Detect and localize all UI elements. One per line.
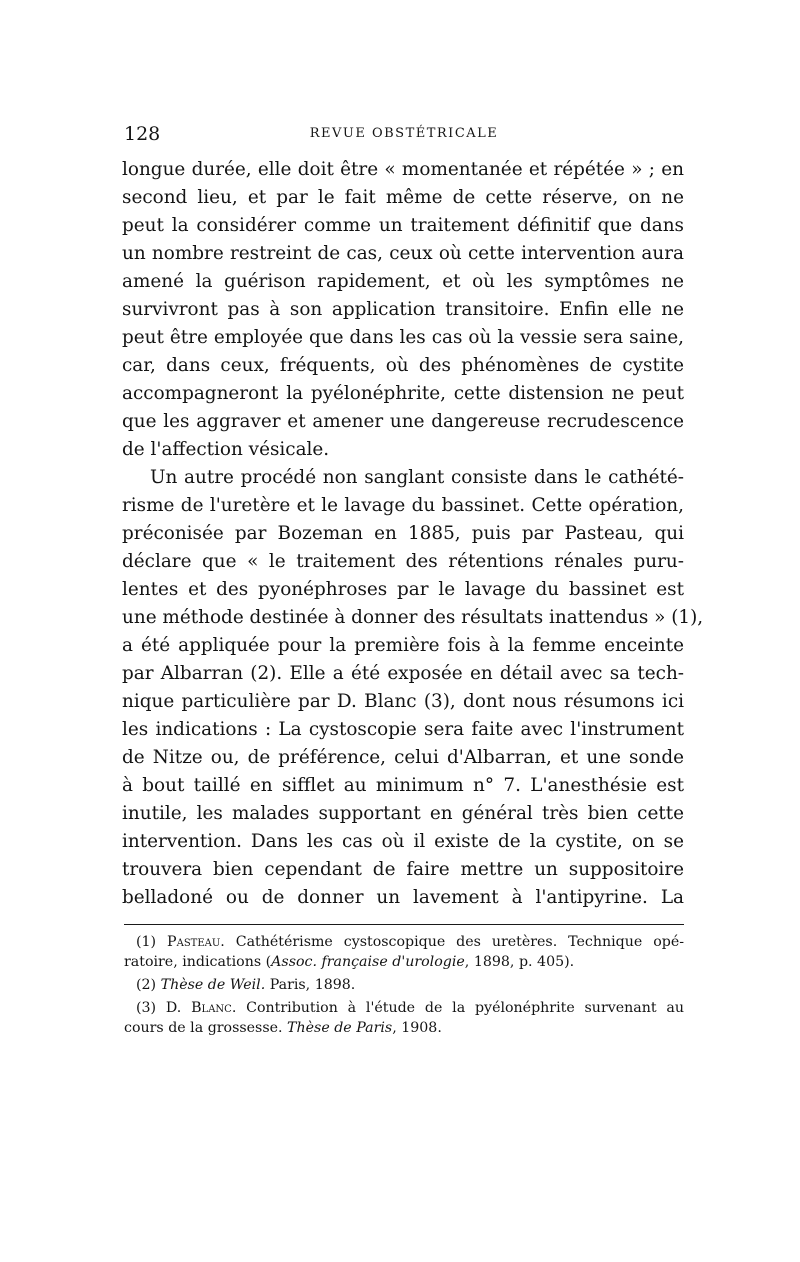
text-line: risme de l'uretère et le lavage du bassinet. Cette opération, (122, 495, 684, 516)
text-line: amené la guérison rapidement, et où les symptômes ne (122, 271, 684, 292)
text-line: déclare que « le traitement des rétentions rénales puru- (122, 551, 684, 572)
footnote-2: (2) Thèse de Weil. Paris, 1898. (136, 977, 356, 993)
text-line: préconisée par Bozeman en 1885, puis par Pasteau, qui (122, 523, 684, 544)
text-line: belladoné ou de donner un lavement à l'antipyrine. La (122, 887, 684, 908)
text-line: un nombre restreint de cas, ceux où cette intervention aura (122, 243, 684, 264)
paragraph-first-line: Un autre procédé non sanglant consiste dans le cathété- (150, 467, 684, 488)
text-line: accompagneront la pyélonéphrite, cette distension ne peut (122, 383, 684, 404)
footnote-rule (124, 924, 684, 925)
page-number: 128 (124, 123, 161, 145)
text-line: a été appliquée pour la première fois à la femme enceinte (122, 635, 684, 656)
text-line: nique particulière par D. Blanc (3), dont nous résumons ici (122, 691, 684, 712)
text-line: intervention. Dans les cas où il existe de la cystite, on se (122, 831, 684, 852)
page-header (124, 123, 684, 145)
footnote-3-cont: cours de la grossesse. Thèse de Paris, 1908. (124, 1020, 442, 1036)
footnote-1: (1) Pasteau. Cathétérisme cystoscopique des uretères. Technique opé- (136, 934, 685, 950)
text-line: par Albarran (2). Elle a été exposée en détail avec sa tech- (122, 663, 684, 684)
text-line: les indications : La cystoscopie sera faite avec l'instrument (122, 719, 684, 740)
footnote-author: Blanc. (191, 1000, 237, 1016)
footnote-1-cont: ratoire, indications (Assoc. française d'urologie, 1898, p. 405). (124, 954, 575, 970)
thesis-title: Thèse de Paris (287, 1020, 393, 1036)
text-line: trouvera bien cependant de faire mettre un suppositoire (122, 859, 684, 880)
text-line: car, dans ceux, fréquents, où des phénomènes de cystite (122, 355, 684, 376)
text-line: de Nitze ou, de préférence, celui d'Albarran, et une sonde (122, 747, 684, 768)
footnote-3: (3) D. Blanc. Contribution à l'étude de la pyélonéphrite survenant au (136, 1000, 684, 1016)
text-line: une méthode destinée à donner des résultats inattendus » (1), (122, 607, 704, 628)
running-title: REVUE OBSTÉTRICALE (309, 126, 499, 141)
text-line: de l'affection vésicale. (122, 439, 330, 460)
thesis-title: Thèse de Weil. (160, 977, 266, 993)
text-line: longue durée, elle doit être « momentanée et répétée » ; en (122, 159, 684, 180)
text-line: second lieu, et par le fait même de cette réserve, on ne (122, 187, 684, 208)
text-line: lentes et des pyonéphroses par le lavage du bassinet est (122, 579, 684, 600)
text-line: peut être employée que dans les cas où la vessie sera saine, (122, 327, 684, 348)
text-line: survivront pas à son application transitoire. Enfin elle ne (122, 299, 684, 320)
text-line: à bout taillé en sifflet au minimum n° 7. L'anesthésie est (122, 775, 684, 796)
text-line: que les aggraver et amener une dangereuse recrudescence (122, 411, 684, 432)
journal-title: Assoc. française d'urologie (271, 954, 465, 970)
text-line: peut la considérer comme un traitement définitif que dans (122, 215, 684, 236)
footnote-author: Pasteau. (167, 934, 225, 950)
text-line: inutile, les malades supportant en général très bien cette (122, 803, 684, 824)
